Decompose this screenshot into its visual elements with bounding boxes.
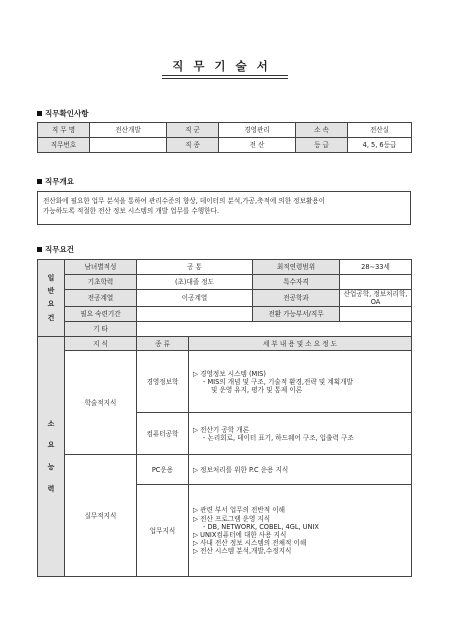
section-heading: 직무요건 [45,245,74,254]
overview-line: 가능하도록 적절한 전산 정보 시스템의 개발 업무를 수행한다. [43,207,220,216]
job-number-label: 직무번호 [38,138,90,153]
etc-value [137,322,412,337]
square-bullet-icon [37,111,42,116]
cs-type: 컴퓨터공학 [137,413,189,455]
section-heading: 직무개요 [45,177,74,186]
knowledge-header: 지 식 [65,337,137,351]
major-field-value: 이공계열 [137,290,253,307]
detail-line: ▷ 사내 전산 정보 시스템의 전체적 이해 [193,539,307,548]
sex-value: 공 통 [137,260,253,275]
grade-value: 4, 5, 6등급 [348,138,412,153]
major-field-label: 전공계열 [65,290,137,307]
job-number-value [90,138,167,153]
job-type-value: 전 산 [219,138,296,153]
detail-line: ▷ UNIX컴퓨터에 대한 사용 지식 [193,530,287,539]
qualification-value [340,275,412,290]
detail-line: - 논리회로, 데이터 표기, 하드웨어 구조, 입출력 구조 [203,433,354,442]
general-requirements-group [38,260,65,337]
detail-header: 세 부 내 용 및 소 요 정 도 [189,337,412,351]
job-name-label: 직 무 명 [38,123,90,138]
transfer-label: 전환 가능부서/직무 [253,307,340,322]
department-label: 소 속 [296,123,348,138]
age-label: 최적연령범위 [253,260,340,275]
education-value: (초)대졸 정도 [137,275,253,290]
major-dept-value: 산업공학, 정보처리학, OA [340,290,412,307]
table-row [38,138,412,153]
job-requirements-table [37,259,412,577]
table-row [38,275,412,290]
document-title: 직무기술서 [172,59,278,73]
job-group-value: 경영관리 [219,123,296,138]
table-row [38,260,412,275]
table-row [38,307,412,322]
academic-knowledge-label: 학술적지식 [65,351,137,455]
ability-label: 소요능력 [47,419,55,493]
major-dept-label: 전공학과 [253,290,340,307]
title-underline-bottom [162,78,288,79]
cs-detail [189,413,412,455]
section-job-requirements [37,244,74,255]
training-period-value [137,307,253,322]
grade-label: 등 급 [296,138,348,153]
detail-line: ▷ 경영정보 시스템 (MIS) [193,369,266,378]
job-type-label: 직 종 [167,138,219,153]
section-job-overview [37,176,74,187]
section-job-confirmation [37,108,88,119]
overview-line: 전산화에 필요한 업무 분석을 통하여 관리수준의 향상, 데이터의 분석,가공,축적에 의한 정보활용이 [43,197,326,205]
education-label: 기초학력 [65,275,137,290]
pc-detail [189,455,412,485]
detail-line: - DB, NETWORK, COBEL, 4GL, UNIX [203,522,319,531]
job-group-label: 직 군 [167,123,219,138]
type-header: 종 류 [137,337,189,351]
table-row [38,351,412,413]
table-row [38,337,412,351]
training-period-label: 필요 숙련기간 [65,307,137,322]
practical-knowledge-label: 실무적지식 [65,455,137,577]
table-row [38,455,412,485]
detail-line: ▷ 전산기 공학 개론 [193,425,249,434]
detail-line: ▷ 정보처리를 위한 P.C 운용 지식 [193,465,289,474]
qualification-label: 특수자격 [253,275,340,290]
work-detail [189,485,412,577]
job-overview-box [37,191,411,225]
detail-line: ▷ 전산 시스템 분석,개발,수정지식 [193,547,292,556]
section-heading: 직무확인사항 [45,109,89,118]
job-confirmation-table [37,122,412,153]
mis-type: 경영정보학 [137,351,189,413]
detail-line: 및 운영 유지, 평가 및 통제 이론 [211,386,303,395]
detail-line: ▷ 전산 프로그램 운영 지식 [193,514,271,523]
general-requirements-label: 일반요건 [47,273,55,322]
etc-label: 기 타 [65,322,137,337]
detail-line: - MIS의 개념 및 구조, 기술적 환경,전략 및 계획개발 [203,377,353,386]
work-type: 업무지식 [137,485,189,577]
detail-line: ▷ 관련 부서 업무의 전반적 이해 [193,506,285,515]
table-row [38,123,412,138]
mis-detail [189,351,412,413]
square-bullet-icon [37,179,42,184]
ability-group [38,337,65,577]
table-row [38,290,412,307]
sex-label: 남녀별적성 [65,260,137,275]
square-bullet-icon [37,247,42,252]
job-name-value: 전산개발 [90,123,167,138]
table-row [38,322,412,337]
title-underline-top [162,75,288,76]
transfer-value [340,307,412,322]
department-value: 전산실 [348,123,412,138]
age-value: 28∼33세 [340,260,412,275]
pc-type: PC운용 [137,455,189,485]
